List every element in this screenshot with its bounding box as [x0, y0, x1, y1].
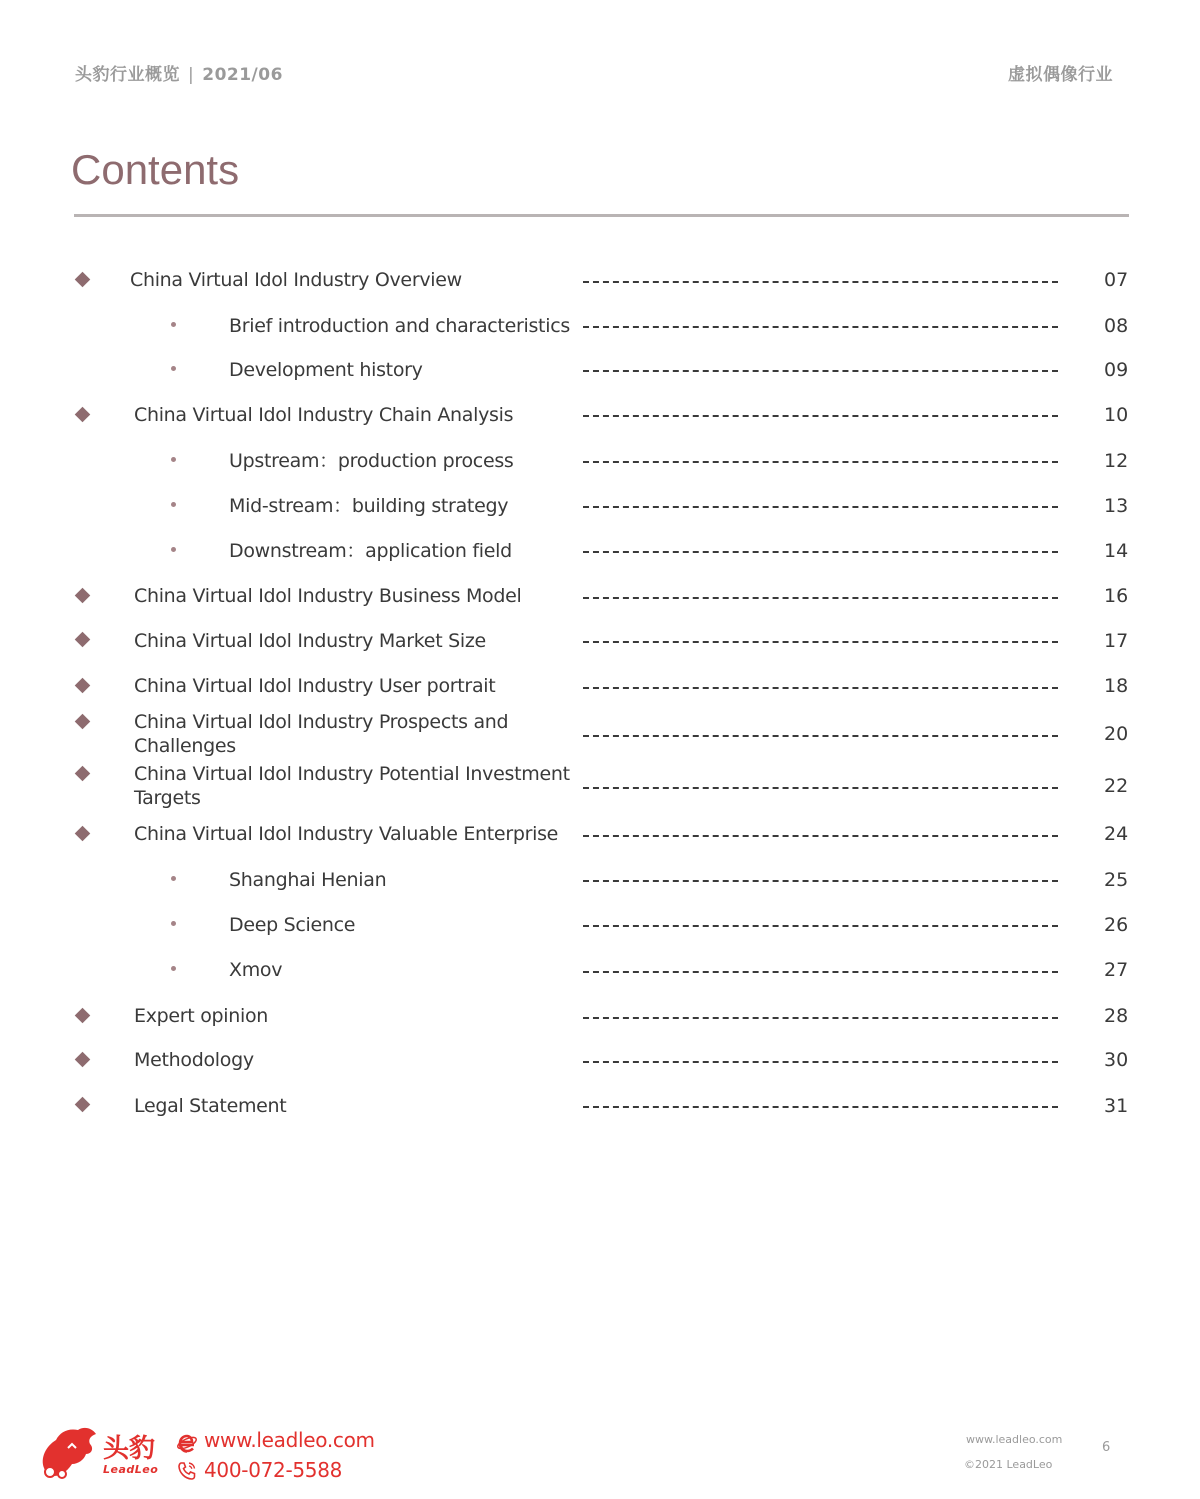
toc-leader-dashes — [583, 880, 1058, 882]
toc-entry-page: 26 — [1104, 914, 1129, 936]
footer-phone: 400-072-5588 — [204, 1458, 343, 1482]
dot-bullet-icon — [171, 547, 176, 552]
toc-entry-label: China Virtual Idol Industry Valuable Enterprise — [134, 823, 559, 845]
toc-leader-dashes — [583, 641, 1058, 643]
toc-entry-page: 14 — [1104, 540, 1129, 562]
toc-entry-label: Xmov — [229, 959, 283, 981]
toc-leader-dashes — [583, 370, 1058, 372]
diamond-bullet-icon — [75, 407, 91, 423]
toc-entry-label: Downstream：application field — [229, 540, 512, 562]
toc-entry-label-line-2: Challenges — [134, 735, 236, 757]
diamond-bullet-icon — [75, 588, 91, 604]
toc-entry-page: 22 — [1104, 775, 1129, 797]
toc-entry-page: 24 — [1104, 823, 1129, 845]
leopard-logo-icon — [38, 1424, 100, 1480]
toc-entry-label: Methodology — [134, 1049, 254, 1071]
toc-entry-label: China Virtual Idol Industry User portrait — [134, 675, 496, 697]
toc-entry-page: 09 — [1104, 359, 1129, 381]
toc-entry-label: Development history — [229, 359, 423, 381]
diamond-bullet-icon — [75, 1052, 91, 1068]
toc-entry-page: 16 — [1104, 585, 1129, 607]
toc-entry-page: 12 — [1104, 450, 1129, 472]
toc-leader-dashes — [583, 735, 1058, 737]
header-date: 2021/06 — [202, 65, 283, 85]
toc-leader-dashes — [583, 687, 1058, 689]
diamond-bullet-icon — [75, 1097, 91, 1113]
dot-bullet-icon — [171, 966, 176, 971]
toc-entry-label: Expert opinion — [134, 1005, 269, 1027]
toc-entry-page: 08 — [1104, 315, 1129, 337]
toc-entry-page: 20 — [1104, 723, 1129, 745]
toc-entry-label: Shanghai Henian — [229, 869, 387, 891]
toc-leader-dashes — [583, 326, 1058, 328]
toc-leader-dashes — [583, 787, 1058, 789]
toc-entry-page: 10 — [1104, 404, 1129, 426]
toc-leader-dashes — [583, 506, 1058, 508]
dot-bullet-icon — [171, 502, 176, 507]
toc-leader-dashes — [583, 461, 1058, 463]
header-separator: | — [188, 65, 195, 85]
toc-leader-dashes — [583, 597, 1058, 599]
toc-entry-label-line-1: China Virtual Idol Industry Prospects and — [134, 711, 509, 733]
toc-entry-label: Upstream：production process — [229, 450, 514, 472]
diamond-bullet-icon — [75, 766, 91, 782]
header-report-series: 头豹行业概览 — [75, 65, 180, 85]
toc-entry-page: 17 — [1104, 630, 1129, 652]
toc-entry-page: 28 — [1104, 1005, 1129, 1027]
toc-leader-dashes — [583, 1106, 1058, 1108]
toc-leader-dashes — [583, 1061, 1058, 1063]
toc-leader-dashes — [583, 281, 1058, 283]
dot-bullet-icon — [171, 921, 176, 926]
toc-entry-label: Deep Science — [229, 914, 356, 936]
footer-small-website: www.leadleo.com — [966, 1433, 1063, 1446]
brand-name-cn: 头豹 — [103, 1434, 156, 1464]
toc-leader-dashes — [583, 1017, 1058, 1019]
dot-bullet-icon — [171, 457, 176, 462]
toc-entry-page: 31 — [1104, 1095, 1129, 1117]
toc-entry-page: 07 — [1104, 269, 1129, 291]
toc-leader-dashes — [583, 551, 1058, 553]
toc-leader-dashes — [583, 835, 1058, 837]
toc-entry-label-line-2: Targets — [134, 787, 201, 809]
title-divider — [74, 214, 1129, 217]
diamond-bullet-icon — [75, 714, 91, 730]
toc-entry-label: China Virtual Idol Industry Overview — [130, 269, 462, 291]
toc-entry-page: 27 — [1104, 959, 1129, 981]
toc-entry-label: China Virtual Idol Industry Market Size — [134, 630, 486, 652]
dot-bullet-icon — [171, 322, 176, 327]
page-title: Contents — [71, 146, 240, 193]
diamond-bullet-icon — [75, 632, 91, 648]
web-e-icon — [176, 1432, 198, 1454]
toc-leader-dashes — [583, 415, 1058, 417]
brand-name-en: LeadLeo — [103, 1463, 159, 1476]
dot-bullet-icon — [171, 876, 176, 881]
diamond-bullet-icon — [75, 826, 91, 842]
toc-entry-label: China Virtual Idol Industry Business Model — [134, 585, 522, 607]
toc-leader-dashes — [583, 971, 1058, 973]
toc-entry-label-line-1: China Virtual Idol Industry Potential Investment — [134, 763, 570, 785]
toc-entry-page: 30 — [1104, 1049, 1129, 1071]
dot-bullet-icon — [171, 366, 176, 371]
header-left — [75, 60, 283, 85]
footer-website-link[interactable]: www.leadleo.com — [204, 1428, 375, 1452]
page-number: 6 — [1102, 1440, 1111, 1455]
toc-entry-label: China Virtual Idol Industry Chain Analysis — [134, 404, 514, 426]
toc-entry-page: 13 — [1104, 495, 1129, 517]
phone-icon — [176, 1460, 198, 1482]
footer-copyright: ©2021 LeadLeo — [964, 1458, 1053, 1471]
toc-leader-dashes — [583, 925, 1058, 927]
toc-entry-page: 18 — [1104, 675, 1129, 697]
toc-entry-label: Mid-stream：building strategy — [229, 495, 509, 517]
toc-entry-page: 25 — [1104, 869, 1129, 891]
diamond-bullet-icon — [75, 678, 91, 694]
diamond-bullet-icon — [75, 272, 91, 288]
toc-entry-label: Legal Statement — [134, 1095, 287, 1117]
toc-entry-label: Brief introduction and characteristics — [229, 315, 570, 337]
diamond-bullet-icon — [75, 1008, 91, 1024]
header-industry-title: 虚拟偶像行业 — [1008, 65, 1113, 85]
